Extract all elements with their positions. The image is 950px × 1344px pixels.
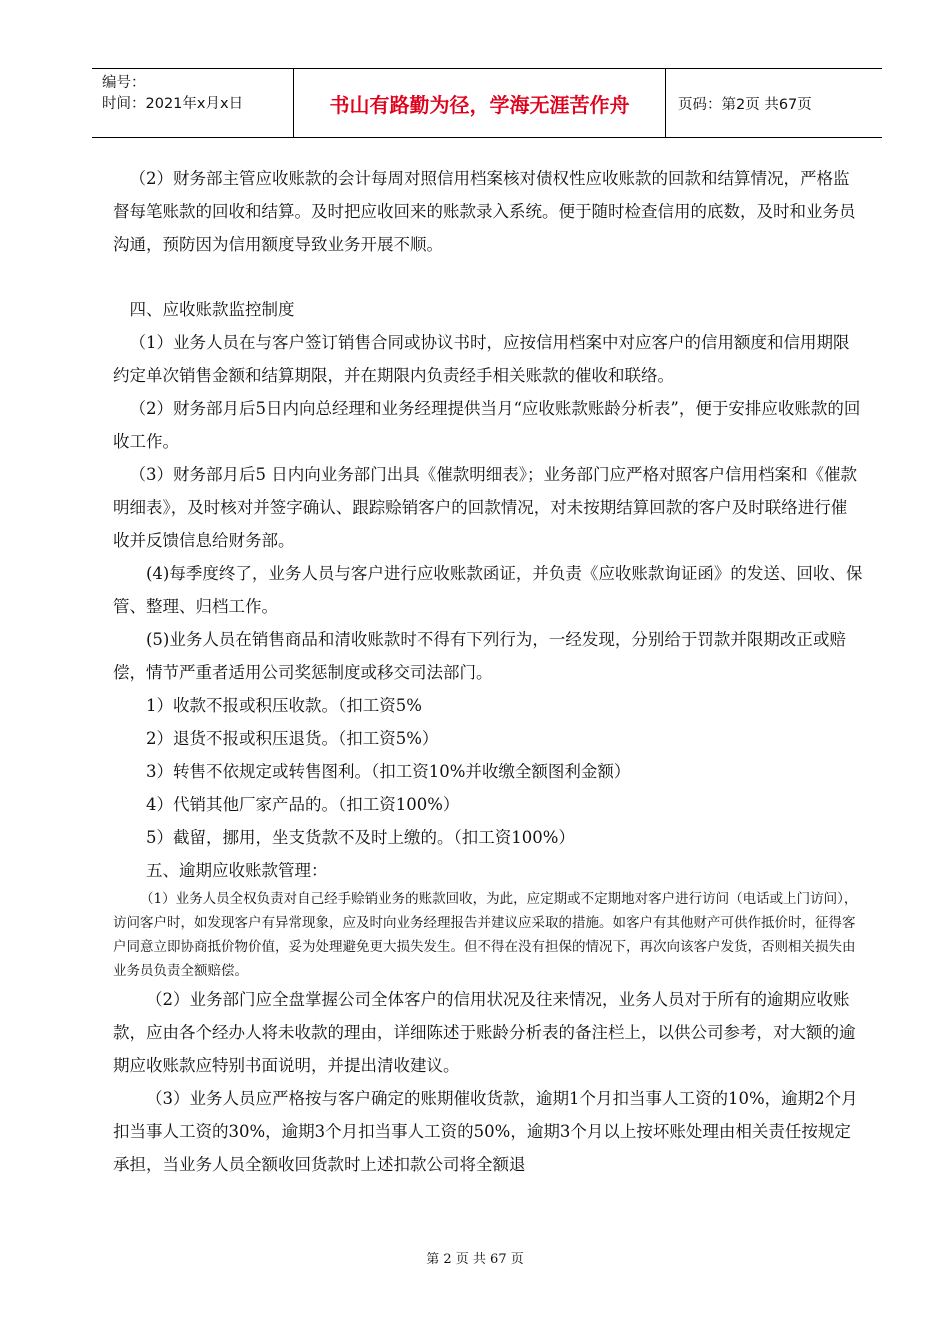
paragraph: （3）业务人员应严格按与客户确定的账期催收货款，逾期1个月扣当事人工资的10%，逾期2个月扣当事人工资的30%，逾期3个月扣当事人工资的50%，逾期3个月以上按坏账处理由相关责任按规定承担，当业务人员全额收回货款时上述扣款公司将全额退 [113,1089,858,1174]
paragraph: （3）财务部月后5 日内向业务部门出具《催款明细表》；业务部门应严格对照客户信用档案和《催款明细表》，及时核对并签字确认、跟踪赊销客户的回款情况，对未按期结算回款的客户及时联络进行催收并反馈信息给财务部。 [113,465,857,550]
header-page-info: 页码：第2页 共67页 [678,96,812,113]
page-footer: 第 2 页 共 67 页 [426,1252,524,1267]
header-meta [92,69,294,137]
list-item: 1）收款不报或积压收款。（扣工资5% [146,696,422,715]
paragraph: (5)业务人员在销售商品和清收账款时不得有下列行为，一经发现，分别给于罚款并限期改正或赔偿，情节严重者适用公司奖惩制度或移交司法部门。 [113,630,846,682]
paragraph: （2）财务部主管应收账款的会计每周对照信用档案核对债权性应收账款的回款和结算情况，严格监督每笔账款的回收和结算。及时把应收回来的账款录入系统。便于随时检查信用的底数，及时和业务员沟通，预防因为信用额度导致业务开展不顺。 [113,169,856,254]
list-item: 2）退货不报或积压退货。（扣工资5%） [146,729,439,748]
header-motto: 书山有路勤为径，学海无涯苦作舟 [294,69,666,137]
paragraph: （2）业务部门应全盘掌握公司全体客户的信用状况及往来情况，业务人员对于所有的逾期应收账款，应由各个经办人将未收款的理由，详细陈述于账龄分析表的备注栏上，以供公司参考，对大额的逾期应收账款应特别书面说明，并提出清收建议。 [113,990,856,1075]
list-item: 4）代销其他厂家产品的。（扣工资100%） [146,795,460,814]
list-item: 5）截留，挪用，坐支货款不及时上缴的。（扣工资100%） [146,828,575,847]
document-number-label: 编号： [102,75,146,91]
list-item: 3）转售不依规定或转售图利。（扣工资10%并收缴全额图利金额） [146,762,631,781]
page-header [92,68,882,138]
paragraph-gap [113,261,863,293]
paragraph-small: （1）业务人员全权负责对自己经手赊销业务的账款回收，为此，应定期或不定期地对客户进行访问（电话或上门访问），访问客户时，如发现客户有异常现象，应及时向业务经理报告并建议应采取的措施。如客户有其他财产可供作抵价时，征得客户同意立即协商抵价物价值，妥为处理避免更大损失发生。但不得在没有担保的情况下，再次向该客户发货，否则相关损失由业务员负责全额赔偿。 [113,891,858,979]
paragraph: （1）业务人员在与客户签订销售合同或协议书时，应按信用档案中对应客户的信用额度和信用期限约定单次销售金额和结算期限，并在期限内负责经手相关账款的催收和联络。 [113,333,850,385]
document-body [113,162,863,1181]
document-time-label: 时间：2021年x月x日 [102,96,244,112]
section-heading: 五、逾期应收账款管理： [146,861,328,880]
section-heading: 四、应收账款监控制度 [129,300,295,319]
paragraph: （2）财务部月后5日内向总经理和业务经理提供当月“应收账款账龄分析表”，便于安排应收账款的回收工作。 [113,399,861,451]
paragraph: (4)每季度终了，业务人员与客户进行应收账款函证，并负责《应收账款询证函》的发送、回收、保管、整理、归档工作。 [113,564,863,616]
